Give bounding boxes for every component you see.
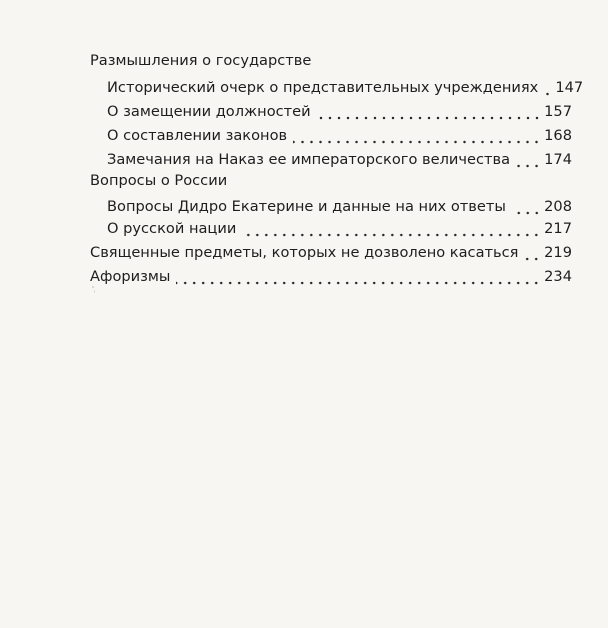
dot-leader bbox=[233, 172, 569, 190]
toc-entry-title: О составлении законов bbox=[107, 127, 288, 144]
toc-entry-page: 219 bbox=[544, 244, 572, 261]
toc-entry-reflections-on-state bbox=[90, 48, 572, 70]
toc-entry-historical-essay bbox=[107, 75, 584, 97]
toc-entry-title: Замечания на Наказ ее императорского величества bbox=[107, 151, 511, 168]
toc-entry-sacred-subjects bbox=[90, 240, 572, 262]
toc-entry-diderot-questions bbox=[107, 194, 572, 216]
toc-entry-title: О русской нации bbox=[107, 220, 237, 237]
toc-entry-title: Размышления о государстве bbox=[90, 52, 312, 69]
paper-speck bbox=[94, 290, 95, 293]
dot-leader bbox=[293, 127, 541, 145]
dot-leader bbox=[516, 151, 541, 169]
toc-entry-page: 208 bbox=[544, 198, 572, 215]
dot-leader bbox=[317, 52, 569, 70]
dot-leader bbox=[317, 103, 541, 121]
toc-entry-page: 147 bbox=[555, 79, 584, 96]
dot-leader bbox=[524, 244, 541, 262]
toc-entry-title: Исторический очерк о представительных учреждениях bbox=[107, 79, 539, 96]
toc-entry-page: 217 bbox=[544, 220, 572, 237]
toc-entry-title: Вопросы Дидро Екатерине и данные на них ответы bbox=[107, 198, 506, 215]
toc-entry-filling-positions bbox=[107, 99, 572, 121]
paper-speck bbox=[92, 286, 94, 288]
dot-leader bbox=[512, 198, 541, 216]
toc-entry-title: Священные предметы, которых не дозволено касаться bbox=[90, 244, 519, 261]
toc-entry-title: Афоризмы bbox=[90, 268, 171, 285]
toc-entry-drafting-laws bbox=[107, 123, 572, 145]
toc-entry-russian-nation bbox=[107, 216, 572, 238]
dot-leader bbox=[544, 79, 552, 97]
toc-entry-page: 174 bbox=[544, 151, 572, 168]
toc-entry-page: 234 bbox=[544, 268, 572, 285]
dot-leader bbox=[176, 268, 541, 286]
toc-entry-title: Вопросы о России bbox=[90, 172, 228, 189]
toc-entry-page: 157 bbox=[544, 103, 572, 120]
toc-entry-title: О замещении должностей bbox=[107, 103, 311, 120]
dot-leader bbox=[242, 220, 541, 238]
toc-entry-aphorisms bbox=[90, 264, 572, 286]
toc-entry-remarks-on-nakaz bbox=[107, 147, 572, 169]
toc-entry-questions-about-russia bbox=[90, 168, 572, 190]
toc-entry-page: 168 bbox=[544, 127, 572, 144]
